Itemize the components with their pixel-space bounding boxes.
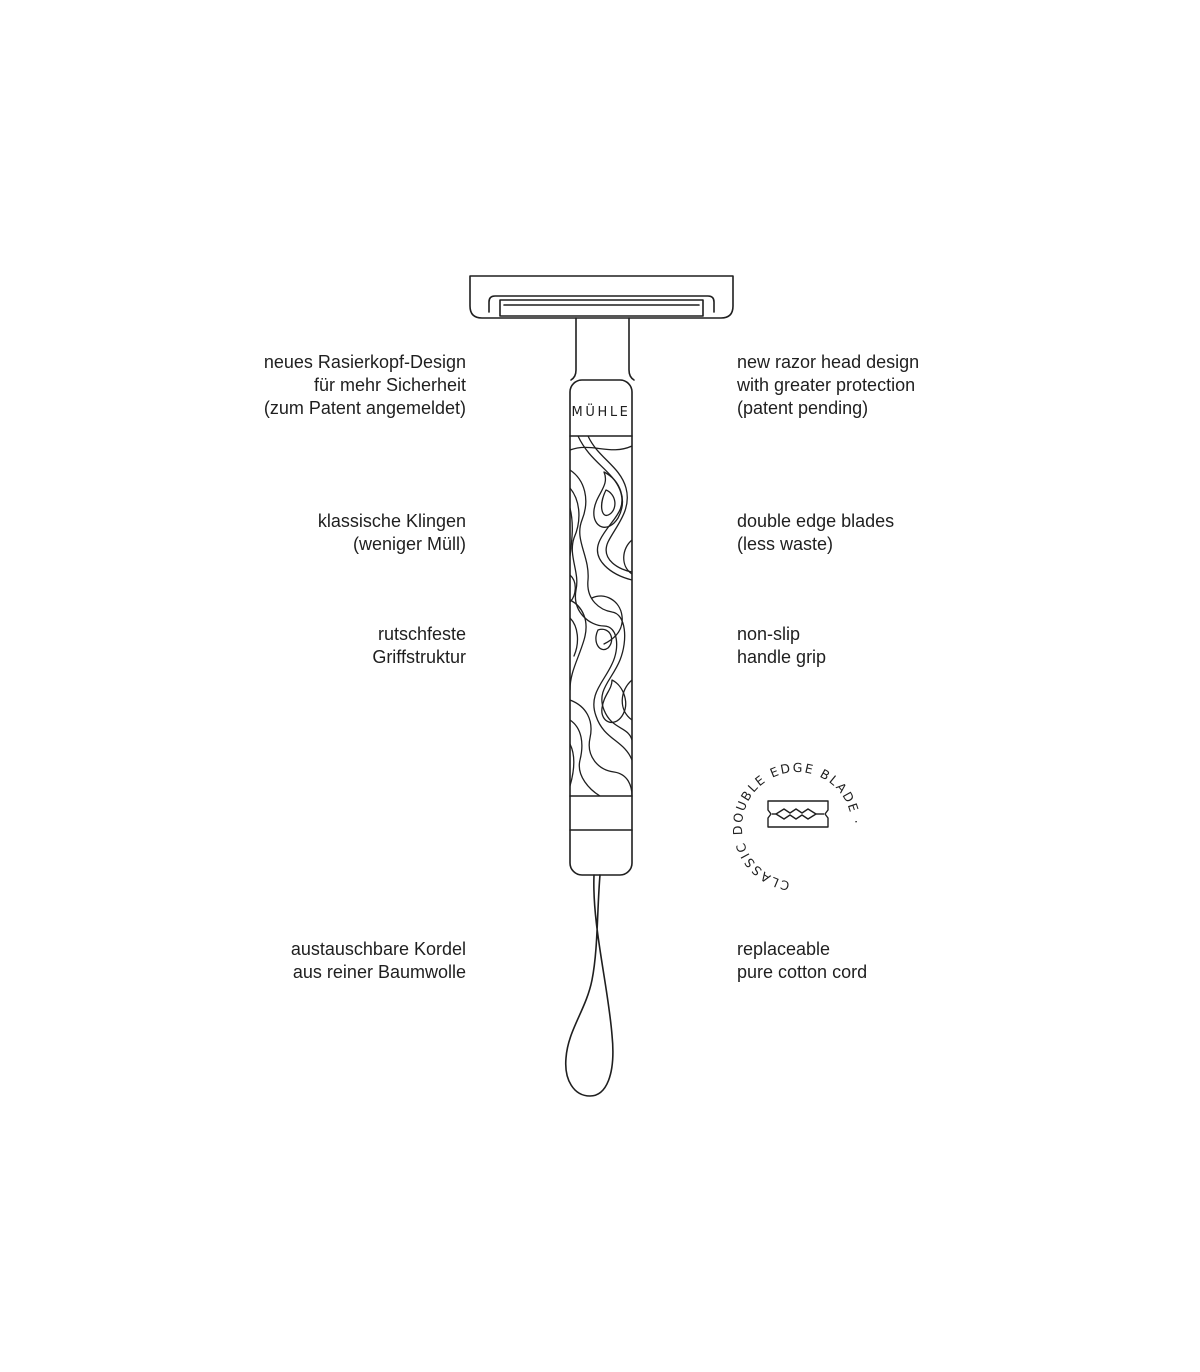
label-de-head-line3: (zum Patent angemeldet) [263, 398, 466, 418]
label-en-head-line1: new razor head design [737, 352, 920, 372]
label-en-razor-head [737, 351, 919, 420]
label-de-head-line1: neues Rasierkopf-Design [263, 352, 466, 372]
classic-double-edge-blade-seal [730, 760, 864, 894]
label-en-cord-line1: replaceable [737, 939, 831, 959]
label-de-blades [318, 510, 466, 556]
label-en-head-line3: (patent pending) [737, 398, 869, 418]
label-de-razor-head [264, 351, 466, 420]
double-edge-blade-icon [768, 801, 828, 827]
label-en-blades-line1: double edge blades [737, 511, 895, 531]
label-de-head-line2: für mehr Sicherheit [313, 375, 466, 395]
label-en-grip-line1: non-slip [737, 624, 801, 644]
label-en-grip [737, 623, 826, 669]
label-de-grip-line2: Griffstruktur [372, 647, 466, 667]
label-de-cord [291, 938, 466, 984]
label-en-grip-line2: handle grip [737, 647, 827, 667]
label-de-grip [372, 623, 466, 669]
label-de-grip-line1: rutschfeste [377, 624, 466, 644]
label-de-cord-line2: aus reiner Baumwolle [292, 962, 466, 982]
cotton-cord [566, 875, 613, 1096]
label-en-blades-line2: (less waste) [737, 534, 834, 554]
seal-text: CLASSIC DOUBLE EDGE BLADE · [729, 759, 865, 894]
brand-wordmark: MÜHLE [571, 405, 631, 420]
razor-head [470, 276, 733, 318]
label-de-blades-line1: klassische Klingen [317, 511, 466, 531]
grip-pattern [570, 436, 632, 796]
label-en-blades [737, 510, 894, 556]
razor-neck [571, 318, 634, 380]
label-de-cord-line1: austauschbare Kordel [290, 939, 466, 959]
label-en-cord-line2: pure cotton cord [737, 962, 868, 982]
label-en-head-line2: with greater protection [737, 375, 916, 395]
label-en-cord [737, 938, 867, 984]
label-de-blades-line2: (weniger Müll) [352, 534, 466, 554]
